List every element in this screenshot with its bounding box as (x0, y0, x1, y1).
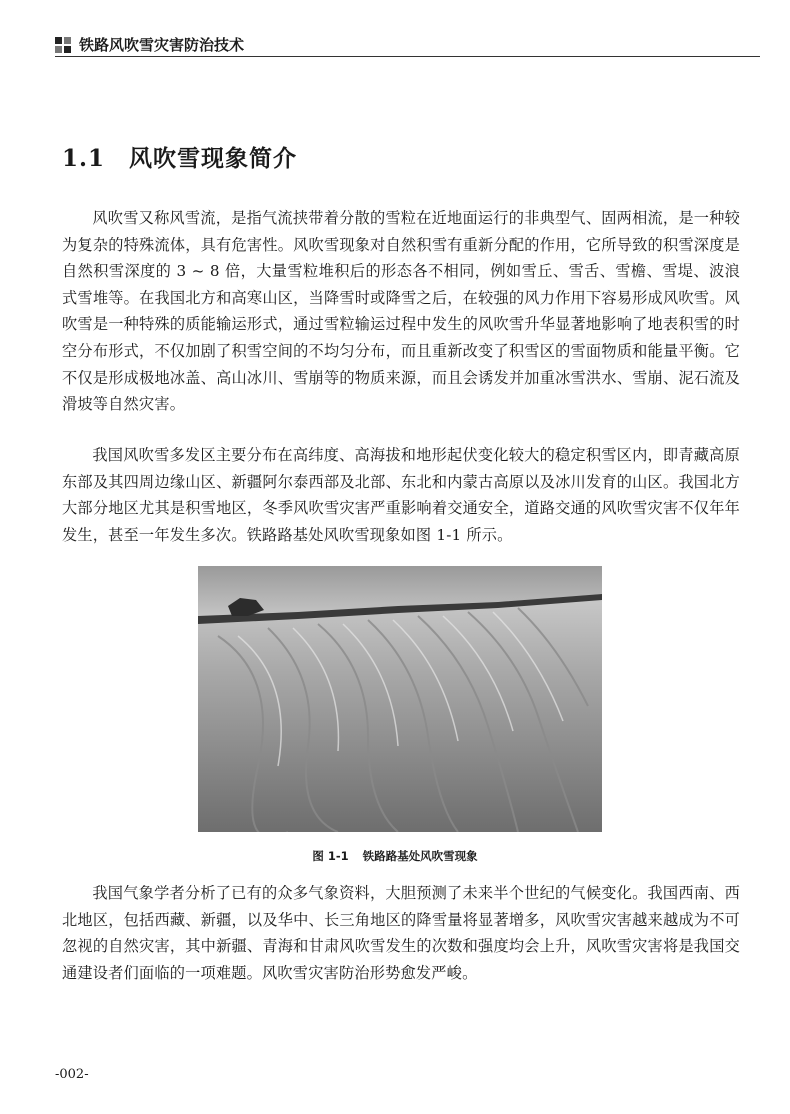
header-rule (55, 56, 760, 57)
paragraph: 我国风吹雪多发区主要分布在高纬度、高海拔和地形起伏变化较大的稳定积雪区内，即青藏高原东部及其四周边缘山区、新疆阿尔泰西部及北部、东北和内蒙古高原以及冰川发育的山区。我国北方大部分地区尤其是积雪地区，冬季风吹雪灾害严重影响着交通安全，道路交通的风吹雪灾害不仅年年发生，甚至一年发生多次。铁路路基处风吹雪现象如图 1-1 所示。 (62, 446, 740, 544)
figure-caption (0, 848, 790, 864)
paragraph: 我国气象学者分析了已有的众多气象资料，大胆预测了未来半个世纪的气候变化。我国西南、西北地区，包括西藏、新疆，以及华中、长三角地区的降雪量将显著增多，风吹雪灾害越来越成为不可忽视的自然灾害，其中新疆、青海和甘肃风吹雪发生的次数和强度均会上升，风吹雪灾害将是我国交通建设者们面临的一项难题。风吹雪灾害防治形势愈发严峻。 (62, 884, 740, 982)
section-heading (62, 140, 297, 173)
figure-photo (198, 566, 602, 832)
paragraph: 风吹雪又称风雪流，是指气流挟带着分散的雪粒在近地面运行的非典型气、固两相流，是一种较为复杂的特殊流体，具有危害性。风吹雪现象对自然积雪有重新分配的作用，它所导致的积雪深度是自然积雪深度的 3 ~ 8 倍，大量雪粒堆积后的形态各不相同，例如雪丘、雪舌、雪檐、雪堤、波浪式雪堆等。在我国北方和高寒山区，当降雪时或降雪之后，在较强的风力作用下容易形成风吹雪。风吹雪是一种特殊的质能输运形式，通过雪粒输运过程中发生的风吹雪升华显著地影响了地表积雪的时空分布形式，不仅加剧了积雪空间的不均匀分布，而且重新改变了积雪区的雪面物质和能量平衡。它不仅是形成极地冰盖、高山冰川、雪崩等的物质来源，而且会诱发并加重冰雪洪水、雪崩、泥石流及滑坡等自然灾害。 (62, 209, 740, 414)
running-header (55, 34, 755, 55)
figure-caption-text: 铁路路基处风吹雪现象 (362, 849, 478, 863)
book-title: 铁路风吹雪灾害防治技术 (79, 36, 245, 54)
page-number: -002- (55, 1067, 89, 1082)
header-squares-icon (55, 37, 71, 53)
figure-label: 图 1-1 (312, 849, 349, 863)
section-number: 1.1 (62, 145, 106, 172)
section-title: 风吹雪现象简介 (129, 146, 298, 172)
